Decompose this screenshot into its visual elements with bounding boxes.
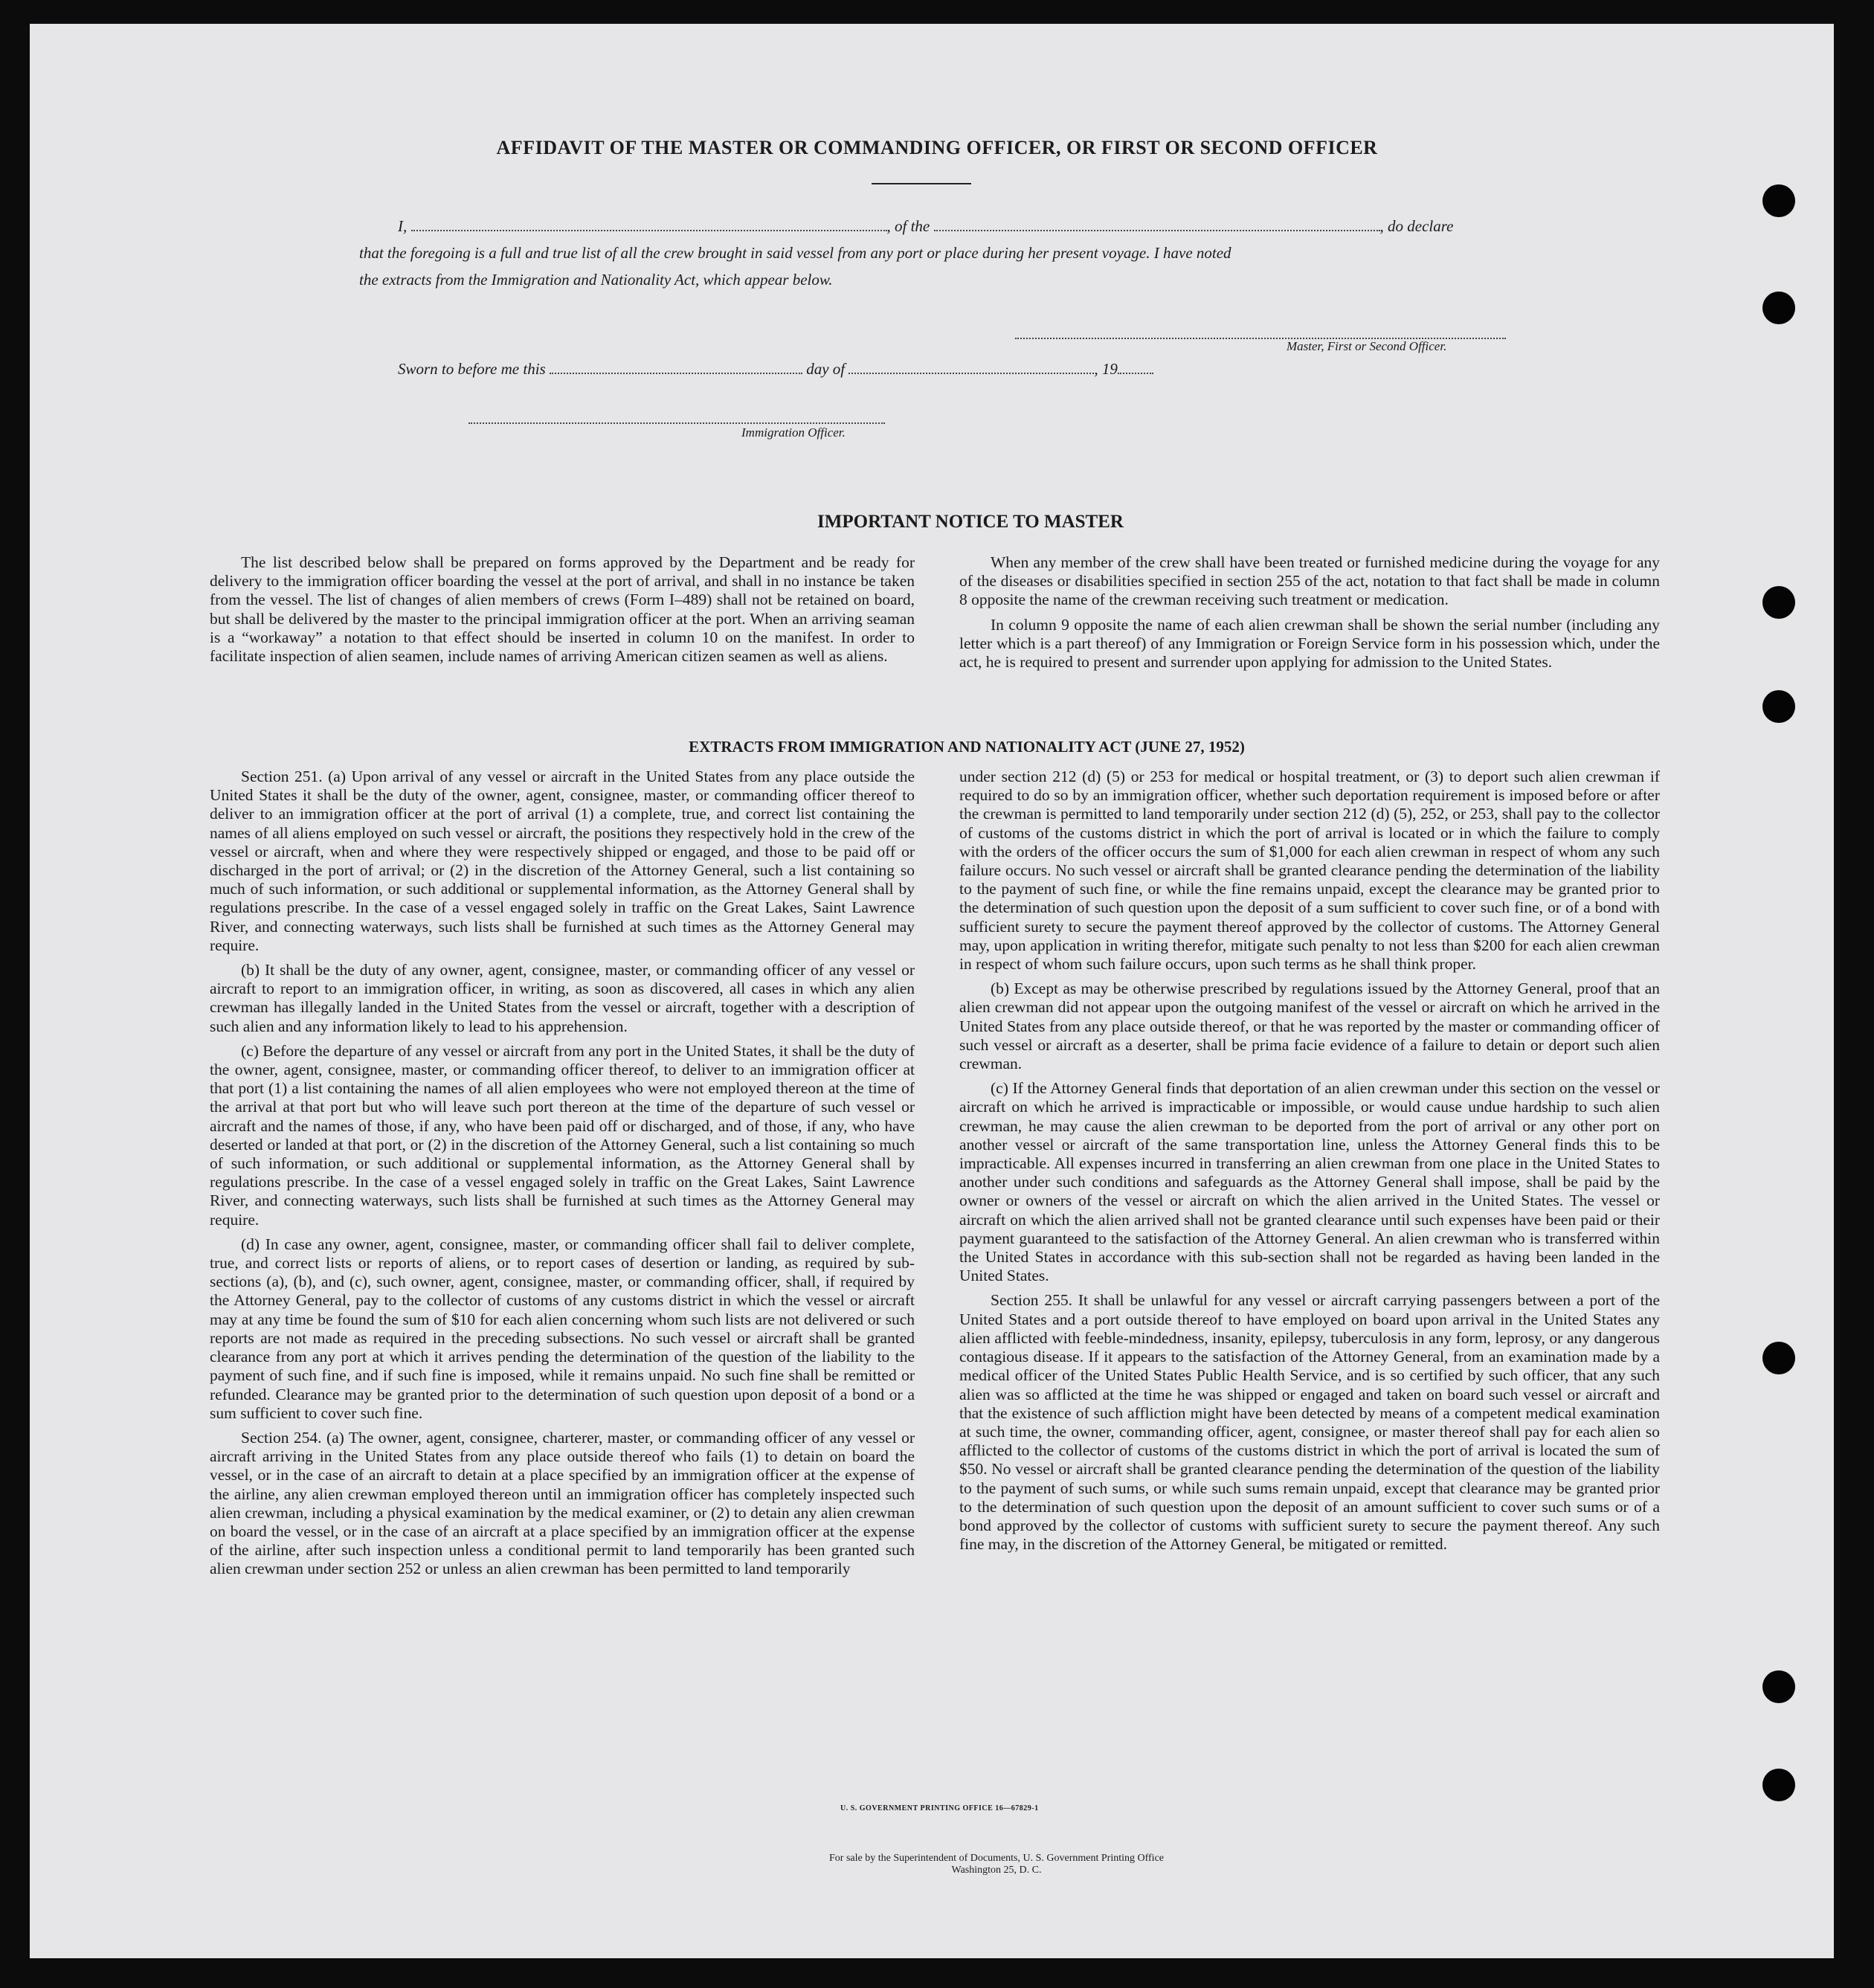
section-255: Section 255. It shall be unlawful for any vessel or aircraft carrying passengers between a port of the United States and a port outside thereof to have employed on board upon arrival in the United States any alien afflicted with feeble-mindedness, insanity, epilepsy, tuberculosis in any form, leprosy, or any dangerous contagious disease. If it appears to the satisfaction of the Attorney General, from an examination made by a medical officer of the United States Public Health Service, and is so certified by such officer, that any such alien was so afflicted at the time he was shipped or engaged and taken on board such vessel or aircraft and that the existence of such affliction might have been detected by means of a competent medical examination at such time, the owner, commanding officer, agent, consignee, or master thereof shall pay for each alien so afflicted to the collector of customs of the customs district in which the port of arrival is located the sum of $50. No vessel or aircraft shall be granted clearance pending the determination of the question of the liability to the payment of such sums, or while such sums remain unpaid, except that clearance may be granted prior to the determination of such question upon the deposit of an amount sufficient to cover such sums or of a bond approved by the collector of customs with sufficient surety to secure the payment thereof. Any such fine may, in the discretion of the Attorney General, be mitigated or remitted. (959, 1291, 1660, 1554)
binder-hole-2 (1762, 292, 1795, 324)
binder-hole-5 (1762, 1342, 1795, 1374)
declaration-line-3: the extracts from the Immigration and Nationality Act, which appear below. (359, 271, 833, 289)
master-signature-label: Master, First or Second Officer. (1287, 339, 1447, 353)
i-label: I, (398, 217, 408, 235)
sworn-label: Sworn to before me this (398, 360, 546, 378)
section-254-a-continued: under section 212 (d) (5) or 253 for medical or hospital treatment, or (3) to deport such alien crewman if required to do so by an immigration officer, whether such deportation requirement is imposed before or after the crewman is permitted to land temporarily under section 212 (d) (5), 252, or 253, shall pay to the collector of customs of the customs district in which the port of arrival is located or in which the failure to comply with the orders of the officer occurs the sum of $1,000 for each alien crewman in respect of whom any such failure occurs. No such vessel or aircraft shall be granted clearance pending the determination of the liability to the payment of such fine, or while the fine remains unpaid, except the clearance may be granted prior to the determination of such question upon the deposit of a sum sufficient to cover such fine, or of a bond with sufficient surety to secure the payment thereof approved by the collector of customs. The Attorney General may, upon application in writing therefor, mitigate such penalty to not less than $200 for each alien crewman in respect of whom such failure occurs, upon such terms as he shall think proper. (959, 768, 1660, 974)
vessel-field[interactable] (934, 219, 1380, 231)
extracts-title: EXTRACTS FROM IMMIGRATION AND NATIONALITY ACT (JUNE 27, 1952) (689, 738, 1245, 756)
notice-right-paragraph-2: In column 9 opposite the name of each alien crewman shall be shown the serial number (including any letter which is a part thereof) of any Immigration or Foreign Service form in his possession which, under the act, he is required to present and surrender upon applying for admission to the United States. (959, 615, 1660, 672)
section-251-c: (c) Before the departure of any vessel or aircraft from any port in the United States, it shall be the duty of the owner, agent, consignee, master, or commanding officer thereof, to deliver to an immigration officer at that port (1) a list containing the names of all alien employees who were not employed thereon at the time of the arrival at that port but who will leave such port thereon at the time of the departure of such vessel or aircraft and the names of those, if any, who have been paid off or discharged, and of those, if any, who have deserted or landed at that port, or (2) in the discretion of the Attorney General, such a list containing so much of such information, or such additional or supplemental information, as the Attorney General shall by regulations prescribe. In the case of a vessel engaged solely in traffic on the Great Lakes, Saint Lawrence River, and connecting waterways, such lists shall be furnished at such times as the Attorney General may require. (210, 1041, 915, 1229)
of-the-label: , of the (886, 217, 930, 235)
sworn-line (398, 360, 1153, 379)
do-declare-label: , do declare (1379, 217, 1454, 235)
notice-right-paragraph-1: When any member of the crew shall have been treated or furnished medicine during the voyage for any of the diseases or disabilities specified in section 255 of the act, notation to that fact shall be made in column 8 opposite the name of the crewman receiving such treatment or medication. (959, 553, 1660, 609)
section-251-b: (b) It shall be the duty of any owner, agent, consignee, master, or commanding officer of any vessel or aircraft to report to an immigration officer, in writing, as soon as discovered, all cases in which any alien crewman has illegally landed in the United States from the vessel or aircraft, together with a description of such alien and any information likely to lead to his apprehension. (210, 961, 915, 1035)
notice-left-paragraph: The list described below shall be prepared on forms approved by the Department and be ready for delivery to the immigration officer boarding the vessel at the port of arrival, and shall in no instance be taken from the vessel. The list of changes of alien members of crews (Form I–489) shall not be retained on board, but shall be delivered by the master to the principal immigration officer at the port. When an arriving seaman is a “workaway” a notation to that effect should be inserted in column 10 on the manifest. In order to facilitate inspection of alien seamen, include names of arriving American citizen seamen as well as aliens. (210, 553, 915, 666)
binder-hole-3 (1762, 586, 1795, 619)
officer-signature-line[interactable] (468, 412, 885, 424)
sale-line-1: For sale by the Superintendent of Documents, U. S. Government Printing Office (829, 1853, 1164, 1864)
sworn-month-field[interactable] (849, 362, 1094, 374)
sale-line-2: Washington 25, D. C. (951, 1865, 1042, 1876)
title-rule (872, 183, 971, 184)
section-251-a: Section 251. (a) Upon arrival of any vessel or aircraft in the United States from any place outside the United States it shall be the duty of the owner, agent, consignee, master, or commanding officer thereof to deliver to an immigration officer at the port of arrival (1) a complete, true, and correct list containing the names of all aliens employed on such vessel or aircraft, the positions they respectively hold in the crew of the vessel or aircraft, when and where they were respectively shipped or engaged, and those to be paid off or discharged in the port of arrival; or (2) in the discretion of the Attorney General, such a list containing so much of such information, or such additional or supplemental information, as the Attorney General shall by regulations prescribe. In the case of a vessel engaged solely in traffic on the Great Lakes, Saint Lawrence River, and connecting waterways, such lists shall be furnished at such times as the Attorney General may require. (210, 768, 915, 954)
binder-hole-7 (1762, 1769, 1795, 1801)
day-of-label: day of (806, 360, 846, 378)
gpo-imprint: U. S. GOVERNMENT PRINTING OFFICE 16—67829-1 (840, 1804, 1039, 1812)
officer-signature-label: Immigration Officer. (741, 425, 846, 440)
notice-right-column (959, 553, 1660, 678)
binder-hole-1 (1762, 184, 1795, 217)
section-251-d: (d) In case any owner, agent, consignee, master, or commanding officer shall fail to deliver complete, true, and correct lists or reports of aliens, or to report cases of desertion or landing, as required by sub-sections (a), (b), and (c), such owner, agent, consignee, master, or commanding officer, shall, if required by the Attorney General, pay to the collector of customs of any customs district in which the vessel or aircraft may at any time be found the sum of $10 for each alien concerning whom such lists are not delivered or such reports are not made as required in the preceding subsections. No such vessel or aircraft shall be granted clearance from any port at which it arrives pending the determination of the question of the liability to the payment of such fine, and if such fine is imposed, while it remains unpaid. No such fine shall be remitted or refunded. Clearance may be granted prior to the determination of such question upon deposit of a bond or a sum sufficient to cover such fine. (210, 1235, 915, 1422)
notice-title: IMPORTANT NOTICE TO MASTER (817, 512, 1124, 532)
name-field[interactable] (411, 219, 887, 231)
document-page (30, 24, 1834, 1958)
binder-hole-4 (1762, 690, 1795, 723)
declaration-line-2: that the foregoing is a full and true list of all the crew brought in said vessel from any port or place during her present voyage. I have noted (359, 244, 1231, 262)
section-254-b: (b) Except as may be otherwise prescribed by regulations issued by the Attorney General, proof that an alien crewman did not appear upon the outgoing manifest of the vessel or aircraft on which he arrived in the United States from any place outside thereof, or that he was reported by the master or commanding officer of such vessel or aircraft as a deserter, shall be prima facie evidence of a failure to detain or deport such alien crewman. (959, 979, 1660, 1073)
sworn-year-field[interactable] (1118, 362, 1153, 374)
sale-notice (736, 1853, 1257, 1876)
master-signature-line[interactable] (1015, 327, 1506, 339)
year-label: , 19 (1094, 360, 1118, 378)
notice-left-column (210, 553, 915, 672)
declaration-line (398, 217, 1453, 236)
sworn-day-field[interactable] (550, 362, 802, 374)
binder-hole-6 (1762, 1670, 1795, 1703)
section-254-c: (c) If the Attorney General finds that deportation of an alien crewman under this section on the vessel or aircraft on which he arrived is impracticable or impossible, or would cause undue hardship to such alien crewman, he may cause the alien crewman to be deported from the port of arrival or any other port on another vessel or aircraft of the same transportation line, unless the Attorney General finds this to be impracticable. All expenses incurred in transferring an alien crewman from one place in the United States to another under such conditions and safeguards as the Attorney General shall impose, shall be paid by the owner or owners of the vessel or aircraft on which the alien arrived in the United States. The vessel or aircraft on which the alien arrived shall not be granted clearance until such expenses have been paid or their payment guaranteed to the satisfaction of the Attorney General. An alien crewman who is transferred within the United States in accordance with this sub-section shall not be regarded as having been landed in the United States. (959, 1079, 1660, 1285)
extracts-right-column (959, 768, 1660, 1560)
affidavit-title: AFFIDAVIT OF THE MASTER OR COMMANDING OFFICER, OR FIRST OR SECOND OFFICER (496, 137, 1378, 158)
extracts-left-column (210, 768, 915, 1585)
section-254-a: Section 254. (a) The owner, agent, consignee, charterer, master, or commanding officer of any vessel or aircraft arriving in the United States from any place outside thereof who fails (1) to detain on board the vessel, or in the case of an aircraft to detain at a place specified by an immigration officer at the expense of the airline, any alien crewman employed thereon until an immigration officer has completely inspected such alien crewman, including a physical examination by the medical examiner, or (2) to detain any alien crewman on board the vessel, or in the case of an aircraft at a place specified by an immigration officer at the expense of the airline, after such inspection unless a conditional permit to land temporarily has been granted such alien crewman under section 252 or unless an alien crewman has been permitted to land temporarily (210, 1428, 915, 1578)
